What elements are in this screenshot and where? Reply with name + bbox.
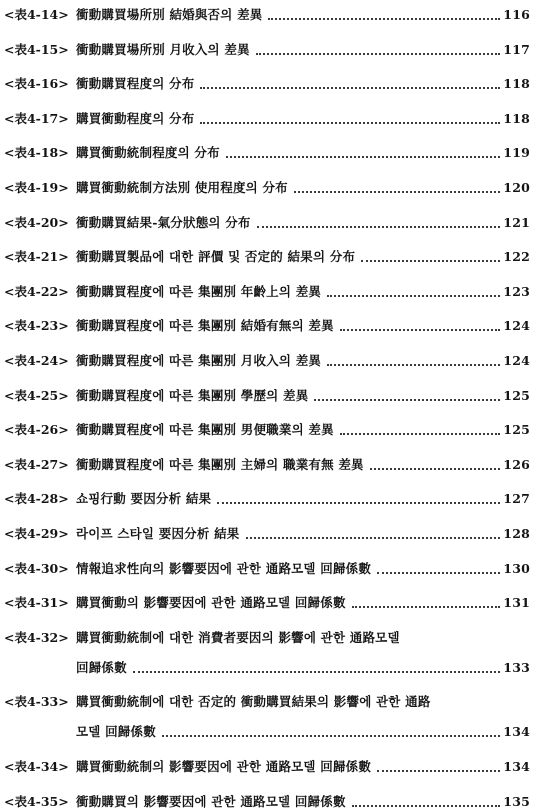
entry-title: 衝動購買程度에 따른 集團別 男便職業의 差異 [76,422,334,438]
table-number-label: <表4-19> [4,180,69,195]
toc-entry [4,556,530,578]
table-number-label: <表4-29> [4,526,69,541]
toc-entry [4,590,530,612]
page-number: 117 [503,41,530,57]
entry-title: 衝動購買場所別 月收入의 差異 [76,41,250,57]
table-number-label: <表4-30> [4,560,69,576]
table-number-label: <表4-27> [4,456,69,472]
dot-leader [377,571,500,574]
table-number-label: <表4-24> [4,353,69,368]
table-number-label: <表4-32> [4,629,69,645]
entry-title: 衝動購買程度의 分布 [76,76,195,92]
page-number: 126 [503,456,530,472]
page-number: 130 [503,560,530,576]
dot-leader [340,432,500,435]
dot-leader [257,225,501,228]
toc-entry [4,383,530,405]
page-number: 134 [503,724,530,740]
table-number-label: <表4-17> [4,110,69,126]
entry-title: 購買衝動統制에 대한 消費者要因의 影響에 관한 通路모델 [76,629,400,645]
page-number: 125 [503,422,530,438]
toc-entry-continuation [76,655,530,677]
page-number: 127 [503,491,530,507]
table-number-label: <表4-20> [4,214,69,230]
toc-entry [4,452,530,474]
table-number-label: <表4-33> [4,694,69,710]
toc-entry [4,71,530,93]
page-number: 118 [503,76,530,92]
toc-entry [4,521,530,543]
toc-entry [4,210,530,232]
dot-leader [256,52,501,55]
dot-leader [327,363,500,366]
dot-leader [294,190,500,193]
dot-leader [246,536,501,539]
page-number: 128 [503,526,530,541]
page-number: 124 [503,318,530,334]
entry-title: 쇼핑行動 要因分析 結果 [76,491,212,507]
entry-title: 衝動購買의 影響要因에 관한 通路모델 回歸係數 [76,793,346,809]
dot-leader [200,86,500,89]
table-number-label: <表4-31> [4,595,69,611]
toc-entry [4,2,530,24]
page-number: 131 [503,595,530,611]
dot-leader [340,328,500,331]
toc-entry [4,37,530,59]
toc-entry [4,140,530,162]
entry-title: 衝動購買程度에 따른 集團別 主婦의 職業有無 差異 [76,456,364,472]
page-number: 124 [503,353,530,368]
table-number-label: <表4-34> [4,759,69,774]
page-number: 133 [503,659,530,675]
table-number-label: <表4-23> [4,318,69,334]
table-number-label: <表4-16> [4,76,69,92]
toc-entry [4,244,530,266]
table-number-label: <表4-14> [4,7,69,22]
dot-leader [314,398,500,401]
table-number-label: <表4-25> [4,387,69,403]
toc-entry [4,106,530,128]
entry-title: 購買衝動統制의 影響要因에 관한 通路모델 回歸係數 [76,759,372,774]
toc-entry [4,417,530,439]
entry-title: 購買衝動統制에 대한 否定的 衝動購買結果의 影響에 관한 通路 [76,694,431,710]
entry-title-continuation: 回歸係數 [76,659,127,675]
toc-entry [4,789,530,811]
entry-title: 라이프 스타일 要因分析 結果 [76,526,240,541]
entry-title: 衝動購買場所別 結婚與否의 差異 [76,7,263,22]
entry-title: 衝動購買程度에 따른 集團別 結婚有無의 差異 [76,318,334,334]
table-number-label: <表4-28> [4,491,69,507]
entry-title: 衝動購買程度에 따른 集團別 月收入의 差異 [76,353,322,368]
toc-entry [4,754,530,776]
dot-leader [370,467,501,470]
page-number: 125 [503,387,530,403]
table-number-label: <表4-35> [4,793,69,809]
dot-leader [361,259,500,262]
entry-title: 衝動購買製品에 대한 評價 및 否定的 結果의 分布 [76,249,356,265]
page-number: 119 [503,145,530,161]
dot-leader [352,804,501,807]
toc-entry-continuation [76,719,530,741]
toc-entry [4,313,530,335]
entry-title: 購買衝動의 影響要因에 관한 通路모델 回歸係數 [76,595,346,611]
toc-entry [4,689,530,711]
dot-leader [352,605,501,608]
dot-leader [200,121,500,124]
dot-leader [133,670,500,673]
page-number: 121 [503,214,530,230]
dot-leader [217,501,500,504]
page-number: 123 [503,283,530,299]
entry-title: 購買衝動統制程度의 分布 [76,145,220,161]
toc-entry [4,348,530,370]
page-number: 118 [503,110,530,126]
dot-leader [162,734,500,737]
page-number: 120 [503,180,530,195]
table-number-label: <表4-21> [4,249,69,265]
table-number-label: <表4-18> [4,145,69,161]
entry-title: 購買衝動統制方法別 使用程度의 分布 [76,180,288,195]
entry-title: 情報追求性向의 影響要因에 관한 通路모델 回歸係數 [76,560,372,576]
dot-leader [377,769,500,772]
table-number-label: <表4-26> [4,422,69,438]
page-number: 116 [503,7,530,22]
page-number: 134 [503,759,530,774]
entry-title: 購買衝動程度의 分布 [76,110,195,126]
toc-entry [4,175,530,197]
toc-entry [4,279,530,301]
entry-title: 衝動購買結果-氣分狀態의 分布 [76,214,251,230]
dot-leader [327,294,500,297]
table-number-label: <表4-15> [4,41,69,57]
toc-entry [4,625,530,647]
table-number-label: <表4-22> [4,283,69,299]
toc-entry [4,486,530,508]
page-number: 135 [503,793,530,809]
entry-title: 衝動購買程度에 따른 集團別 年齡上의 差異 [76,283,322,299]
dot-leader [226,155,500,158]
page-number: 122 [503,249,530,265]
entry-title: 衝動購買程度에 따른 集團別 學歷의 差異 [76,387,309,403]
entry-title-continuation: 모델 回歸係數 [76,724,156,740]
dot-leader [268,17,500,20]
